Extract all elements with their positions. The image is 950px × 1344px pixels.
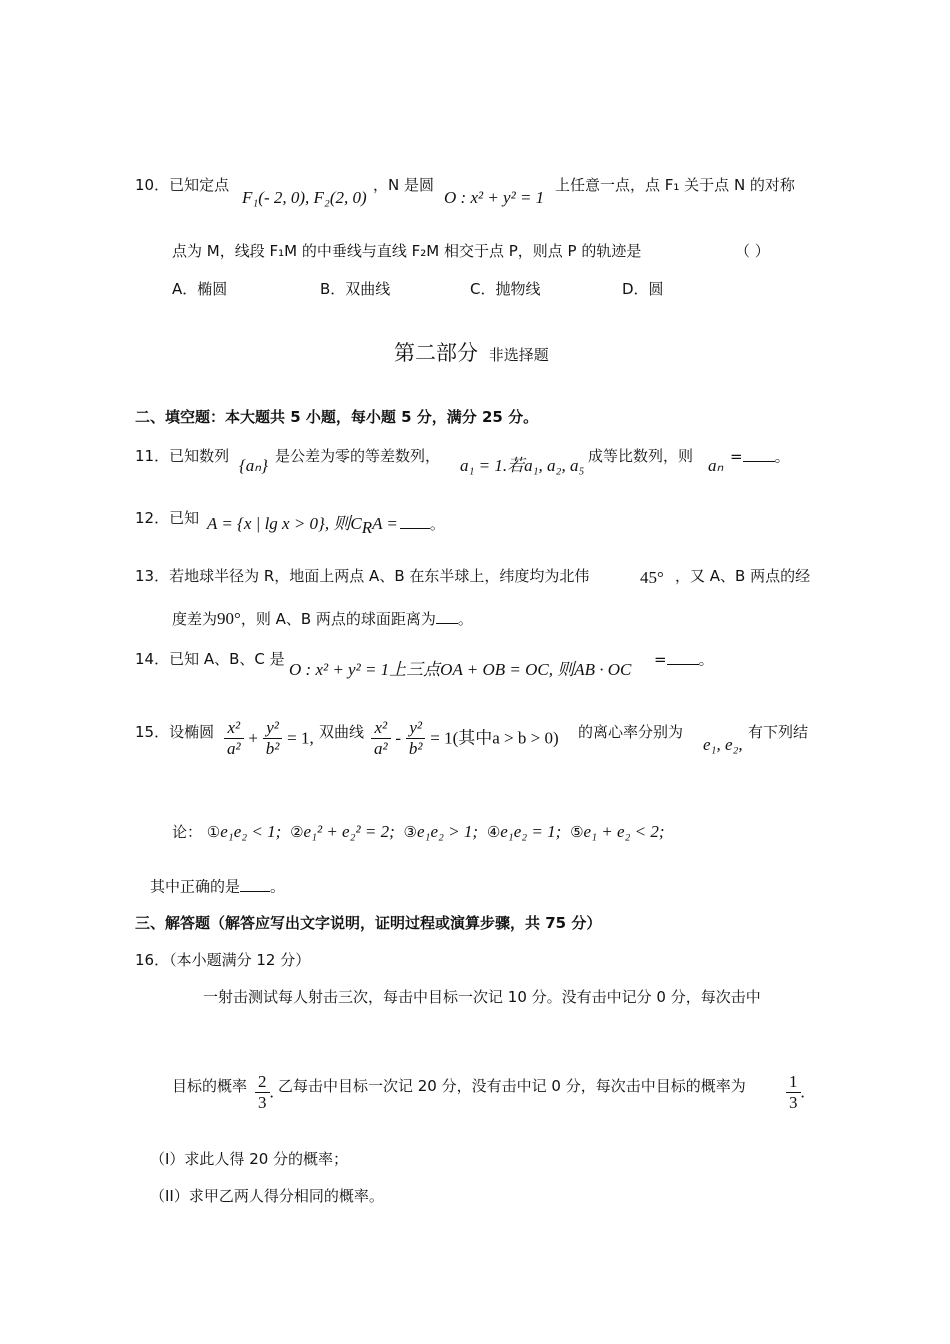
q16-frac2-dot: . <box>800 1082 805 1102</box>
q11-answer <box>730 447 790 466</box>
q14-text-a: 已知 A、B、C 是 <box>169 650 285 668</box>
q10-option-a: A．椭圆 <box>172 280 228 298</box>
q14-end: 。 <box>698 650 714 669</box>
q13-text-b: ，又 A、B 两点的经 <box>675 567 811 585</box>
q15-text-b: 双曲线 <box>319 723 365 741</box>
q10-math-circle: O : x² + y² = 1 <box>444 188 545 207</box>
q15-hyperbola-y-den: b² <box>408 739 423 759</box>
q11-math-cond: a₁ = 1.若a₁, a₂, a₅ <box>460 456 585 475</box>
q13-text-line2b: ，则 A、B 两点的球面距离为 <box>240 610 436 628</box>
q15-end: 。 <box>270 877 286 896</box>
q15-ellipse-x-num: x² <box>224 718 244 739</box>
q10-text-b: ，N 是圆 <box>373 176 434 194</box>
q12-math-comp: A = <box>372 514 398 533</box>
q13-text-a: 若地球半径为 R，地面上两点 A、B 在东半球上，纬度均为北伟 <box>169 567 590 585</box>
q10-answer-paren: （ ） <box>735 242 770 260</box>
part2-subtitle: 非选择题 <box>488 346 549 364</box>
q13-line1 <box>135 567 589 585</box>
q11-text-c: 成等比数列，则 <box>588 447 694 465</box>
q16-frac2 <box>786 1072 801 1114</box>
q15-hyperbola-x-frac <box>371 718 391 760</box>
q16-paragraph1: 一射击测试每人射击三次，每击中目标一次记 10 分。没有击中记分 0 分，每次击中 <box>203 988 761 1006</box>
q12-math-sub: R <box>361 518 373 537</box>
q15-mark-4: ④ <box>486 823 501 841</box>
q12-text-a: 已知 <box>169 509 200 527</box>
q15-expr-2: e₁² + e₂² = 2; <box>303 822 395 841</box>
q15-mark-5: ⑤ <box>570 823 584 841</box>
q16-paragraph2b: 乙每击中目标一次记 20 分，没有击中记 0 分，每次击中目标的概率为 <box>278 1077 746 1095</box>
q10-text-c: 上任意一点，点 F₁ 关于点 N 的对称 <box>555 176 795 194</box>
q10-line2: 点为 M，线段 F₁M 的中垂线与直线 F₂M 相交于点 P，则点 P 的轨迹是 <box>172 242 642 260</box>
q10-option-b: B．双曲线 <box>320 280 391 298</box>
q16-frac2-den: 3 <box>789 1093 798 1113</box>
q10-line1 <box>135 176 229 194</box>
q15-hyperbola-y-num: y² <box>406 718 426 739</box>
q12-blank <box>400 515 430 530</box>
q15-conclusions <box>172 822 665 842</box>
q16-sub2: （II）求甲乙两人得分相同的概率。 <box>150 1187 384 1205</box>
q12-math <box>207 514 445 538</box>
q15-ellipse-x-den: a² <box>227 739 241 759</box>
q11-equals: = <box>730 447 743 466</box>
q16-frac1-dot: . <box>269 1082 274 1102</box>
q10-number: 10． <box>135 176 170 194</box>
q15-ellipse-y-frac <box>263 718 283 760</box>
q15-mark-1: ① <box>206 823 221 841</box>
q13-text-line2a: 度差为 <box>172 610 218 628</box>
q15-expr-5: e₁ + e₂ < 2; <box>583 822 665 841</box>
q13-line2 <box>172 609 473 629</box>
q14-line <box>135 650 285 668</box>
q10-option-c: C．抛物线 <box>470 280 541 298</box>
q16-fraction-1 <box>255 1072 274 1114</box>
q10-text-a: 已知定点 <box>169 176 230 194</box>
q14-answer <box>654 650 714 669</box>
section3-heading: 三、解答题（解答应写出文字说明，证明过程或演算步骤，共 75 分） <box>135 914 602 932</box>
q15-ellipse-y-num: y² <box>263 718 283 739</box>
q15-ellipse-y-den: b² <box>265 739 280 759</box>
q16-number: 16． <box>135 951 170 969</box>
q15-ellipse-x-frac <box>224 718 244 760</box>
q11-math-an: aₙ <box>708 456 724 475</box>
q15-mark-3: ③ <box>403 823 417 841</box>
q15-line1 <box>135 723 214 741</box>
q11-line <box>135 447 229 465</box>
q11-blank <box>743 447 775 462</box>
q14-equals: = <box>654 650 667 669</box>
q15-expr-1: e₁e₂ < 1; <box>220 822 282 841</box>
q16-frac1 <box>255 1072 270 1114</box>
q15-expr-4: e₁e₂ = 1; <box>500 822 562 841</box>
q15-text-a: 设椭圆 <box>169 723 215 741</box>
q13-end: 。 <box>457 610 473 628</box>
q16-paragraph2a: 目标的概率 <box>172 1077 248 1095</box>
q11-text-b: 是公差为零的等差数列， <box>275 447 441 465</box>
q12-end: 。 <box>429 515 445 533</box>
q15-number: 15． <box>135 723 170 741</box>
q14-number: 14． <box>135 650 170 668</box>
q16-score: （本小题满分 12 分） <box>169 951 311 969</box>
q12-line <box>135 509 199 527</box>
section2-heading: 二、填空题：本大题共 5 小题，每小题 5 分，满分 25 分。 <box>135 408 539 426</box>
q15-hyperbola-rhs: = 1(其中a > b > 0) <box>430 728 559 748</box>
part2-heading <box>394 341 549 366</box>
q15-expr-3: e₁e₂ > 1; <box>416 822 479 841</box>
q15-hyperbola-y-frac <box>406 718 426 760</box>
q15-text-d: 有下列结 <box>748 723 809 741</box>
q16-sub1: （I）求此人得 20 分的概率； <box>150 1150 349 1168</box>
q15-mark-2: ② <box>290 823 304 841</box>
q11-end: 。 <box>774 447 790 466</box>
q11-number: 11． <box>135 447 170 465</box>
q15-hyperbola-x-num: x² <box>371 718 391 739</box>
q14-math: O : x² + y² = 1上三点OA + OB = OC, 则AB · OC <box>289 660 632 679</box>
q16-frac1-den: 3 <box>258 1093 267 1113</box>
q15-blank <box>240 877 270 892</box>
q16-frac1-num: 2 <box>255 1072 270 1093</box>
q15-ellipse-rhs: = 1, <box>287 728 314 748</box>
q13-blank <box>436 610 458 625</box>
q12-math-set: A = {x | lg x > 0}, 则C <box>207 514 362 533</box>
q11-math-seq: {aₙ} <box>239 456 268 475</box>
q15-line3-text: 其中正确的是 <box>150 877 241 896</box>
q15-hyperbola-x-den: a² <box>374 739 388 759</box>
q11-text-a: 已知数列 <box>169 447 230 465</box>
q13-number: 13． <box>135 567 170 585</box>
q12-number: 12． <box>135 509 170 527</box>
q14-blank <box>667 650 699 665</box>
q13-degree-90: 90° <box>217 609 241 628</box>
q15-line3 <box>150 877 285 896</box>
part2-title: 第二部分 <box>394 341 478 365</box>
q16-fraction-2 <box>786 1072 805 1114</box>
q16-frac2-num: 1 <box>786 1072 801 1093</box>
q16-header <box>135 951 310 969</box>
q13-degree-45: 45° <box>640 568 664 587</box>
q10-math-foci: F₁(- 2, 0), F₂(2, 0) <box>242 188 367 207</box>
q15-text-c: 的离心率分别为 <box>578 723 684 741</box>
q15-math-e: e₁, e₂, <box>703 735 743 754</box>
q15-hyperbola-eq: $\frac{\text{x²}}{\text{a²}}$ - $\frac{\text{y²}}{\text{b²}}$ = 1(其中a > b > 0) <box>371 718 559 760</box>
q10-option-d: D．圆 <box>622 280 664 298</box>
q15-ellipse-eq: $\frac{\text{x²}}{\text{a²}}$ + $\frac{\text{y²}}{\text{b²}}$ = 1, <box>224 718 314 760</box>
q15-lead: 论： <box>172 823 203 841</box>
